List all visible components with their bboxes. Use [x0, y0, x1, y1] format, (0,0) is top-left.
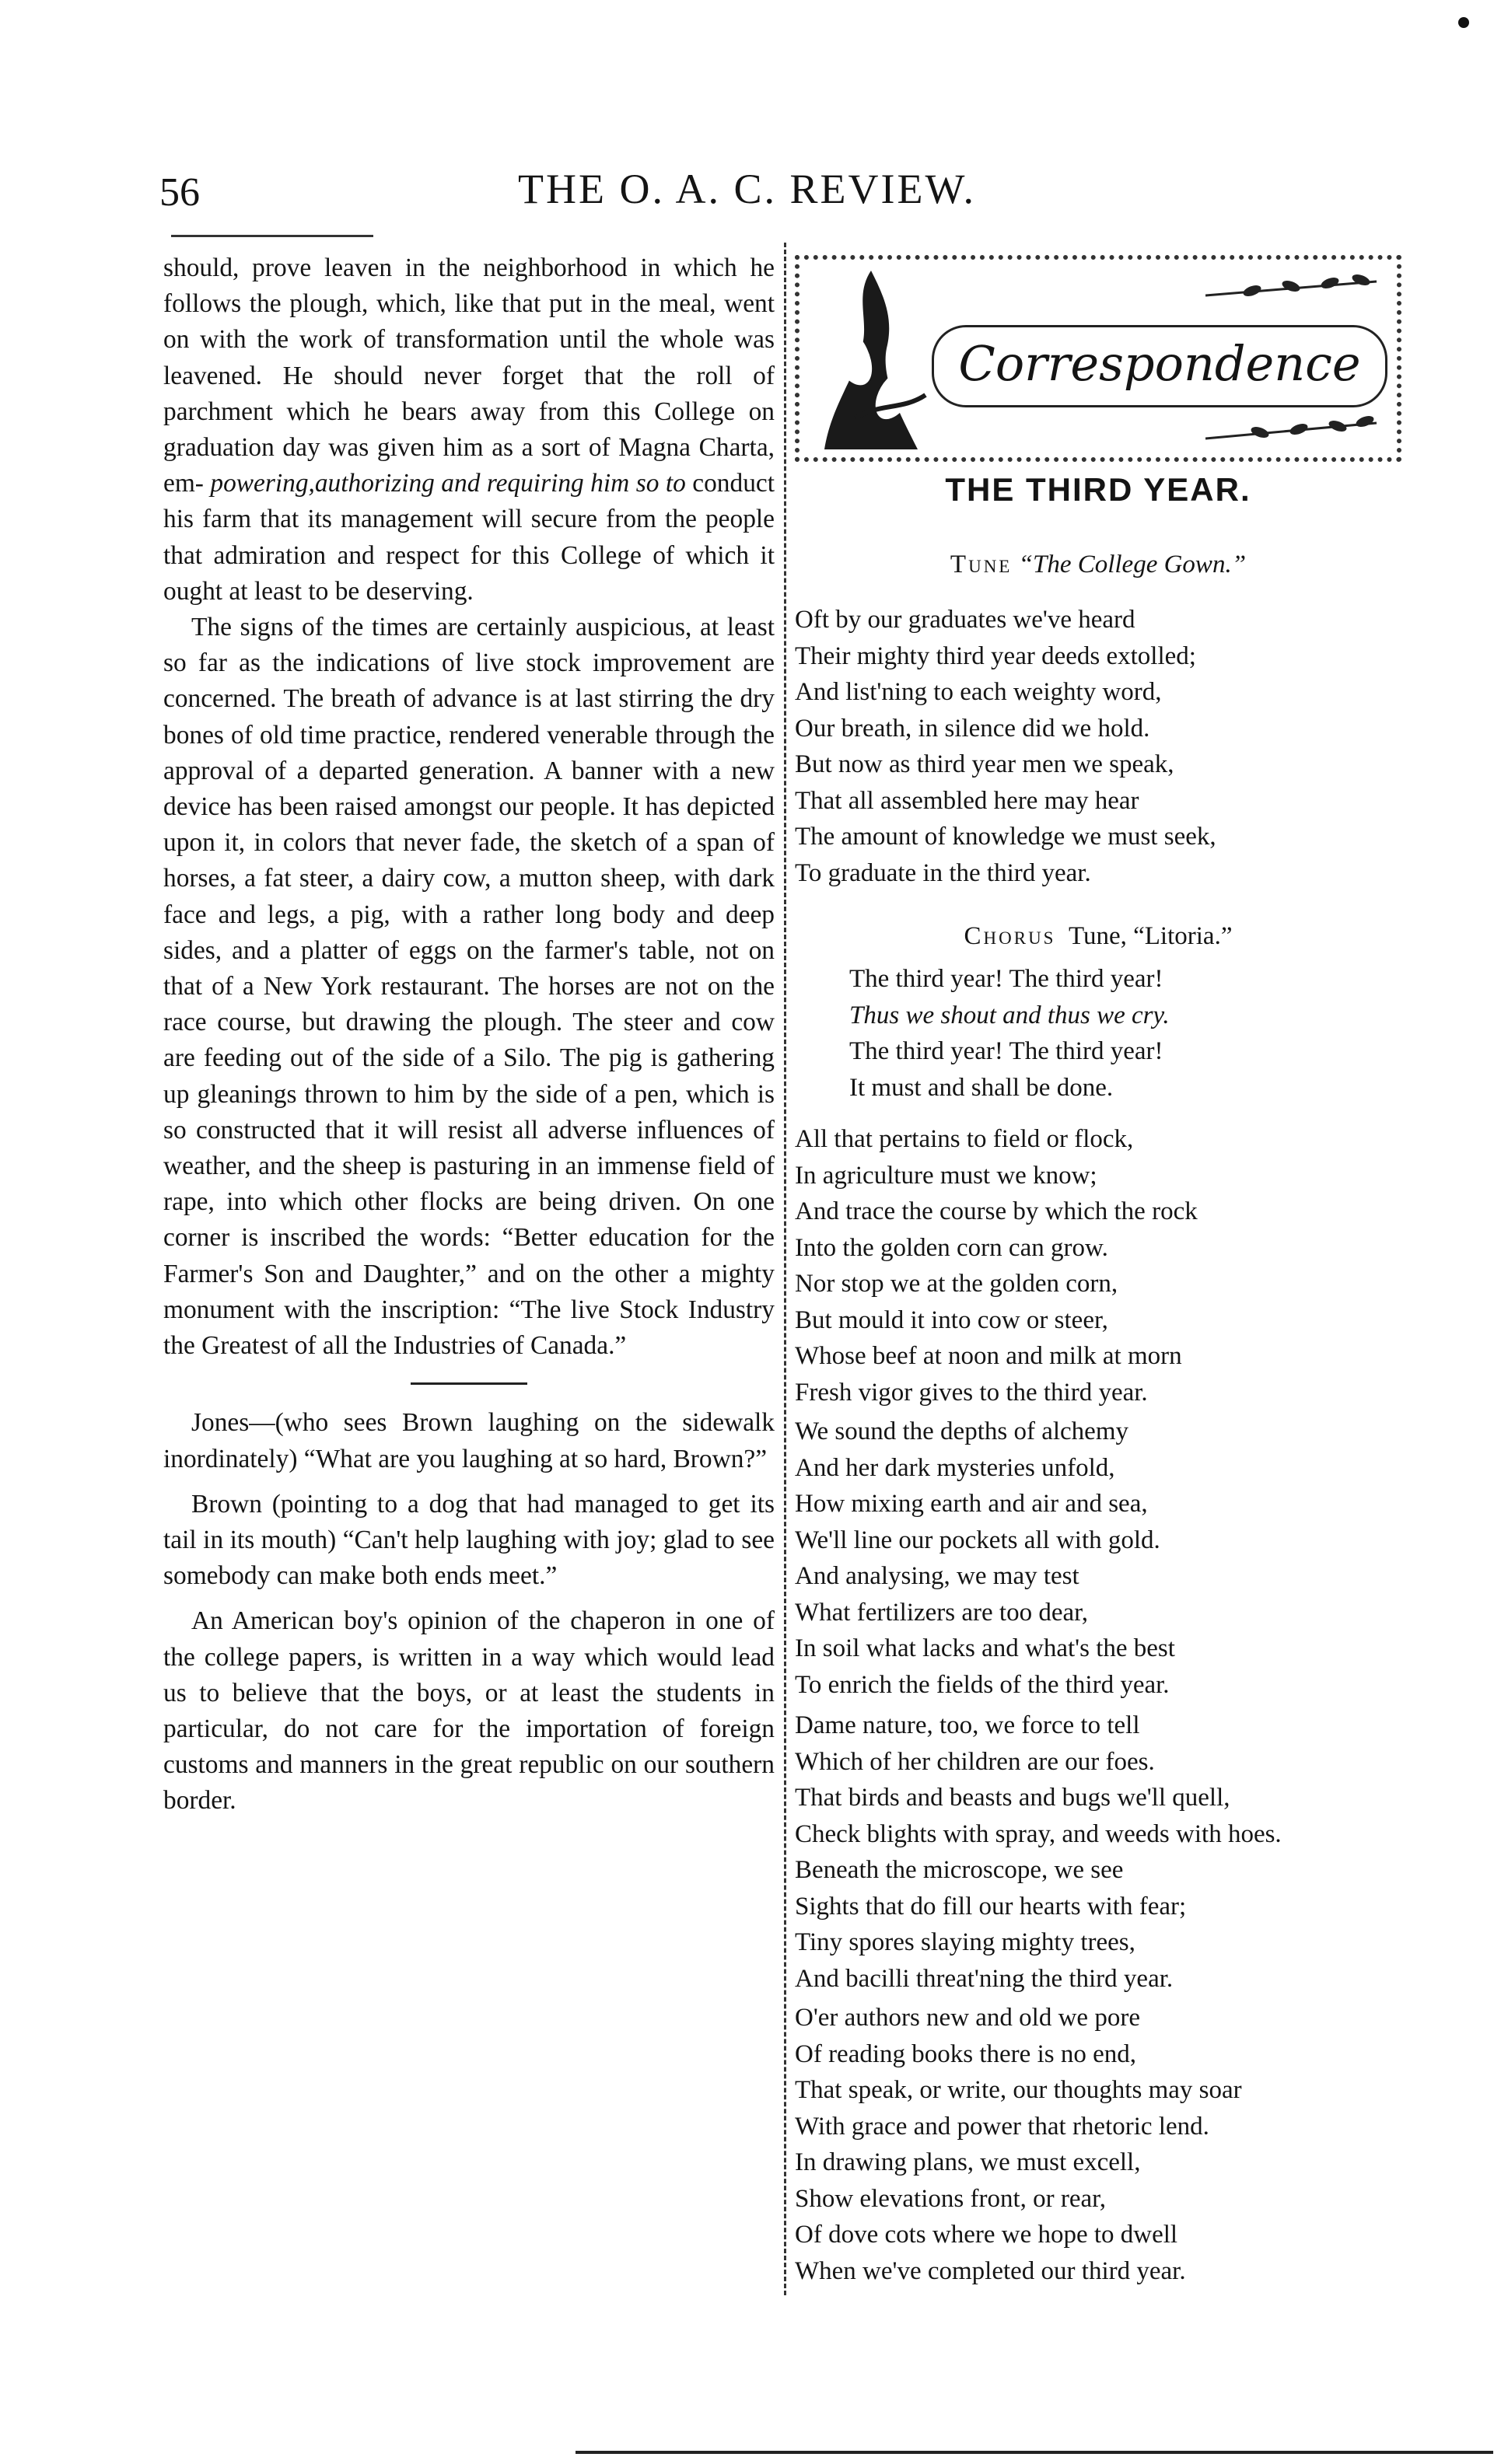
verse-line: Sights that do fill our hearts with fear;: [795, 1892, 1187, 1921]
verse-line: Our breath, in silence did we hold.: [795, 714, 1150, 743]
chorus-tune: Tune, “Litoria.”: [1068, 922, 1233, 950]
verse-line: How mixing earth and air and sea,: [795, 1490, 1148, 1518]
verse-line: Beneath the microscope, we see: [795, 1856, 1124, 1884]
verse-line: Tiny spores slaying mighty trees,: [795, 1928, 1135, 1956]
tune-label: Tune: [950, 550, 1013, 578]
verse-line: And trace the course by which the rock: [795, 1197, 1198, 1225]
verse-line: In soil what lacks and what's the best: [795, 1634, 1175, 1662]
verse-line: To graduate in the third year.: [795, 858, 1091, 887]
paragraph-1-end: conduct his farm that its management will secure from the people that admiration and respect for this College of which it ought at least to be deserving.: [163, 469, 775, 606]
chorus-line: The third year! The third year!: [849, 1037, 1163, 1065]
stanza-5: [795, 2000, 1242, 2289]
verse-line: Oft by our graduates we've heard: [795, 606, 1135, 634]
paragraph-2: The signs of the times are certainly auspicious, at least so far as the indications of live stock improvement are concerned. The breath of advance is at last stirring the dry bones of old time practice, rendered venerable through the approval of a departed generation. A banner with a new device has been raised amongst our people. It has depicted upon it, in colors that never fade, the sketch of a span of horses, a fat steer, a dairy cow, a mutton sheep, with dark face and legs, a pig, with a rather long body and deep sides, and a platter of eggs on the farmer's table, not on that of a New York restaurant. The horses are not on the race course, but drawing the plough. The steer and cow are feeding out of the side of a Silo. The pig is gathering up gleanings thrown to him by the side of a pen, which is so constructed that it will resist all adverse influences of weather, and the sheep is pasturing in an immense field of rape, into which other flocks are being driven. On one corner is inscribed the words: “Better education for the Farmer's Son and Daughter,” and on the other a mighty monument with the inscription: “The live Stock Industry the Greatest of all the Industries of Canada.”: [163, 613, 775, 1361]
page-number: 56: [159, 170, 200, 215]
page-title: THE O. A. C. REVIEW.: [518, 166, 976, 212]
verse-line: Show elevations front, or rear,: [795, 2184, 1107, 2213]
chorus-tune-line: [795, 922, 1401, 951]
verse-line: And analysing, we may test: [795, 1562, 1079, 1590]
poem-title: THE THIRD YEAR.: [945, 471, 1251, 508]
paragraph-4: Brown (pointing to a dog that had managed to get its tail in its mouth) “Can't help laughing with joy; glad to see somebody can make both ends meet.”: [163, 1489, 775, 1591]
tune-line: [795, 550, 1401, 579]
verse-line: Nor stop we at the golden corn,: [795, 1270, 1118, 1298]
verse-line: The amount of knowledge we must seek,: [795, 823, 1216, 851]
verse-line: Check blights with spray, and weeds with hoes.: [795, 1819, 1282, 1848]
verse-line: Into the golden corn can grow.: [795, 1233, 1108, 1262]
verse-line: All that pertains to field or flock,: [795, 1125, 1134, 1153]
verse-line: Which of her children are our foes.: [795, 1747, 1155, 1776]
chorus-line: Thus we shout and thus we cry.: [849, 1001, 1170, 1029]
paragraph-1-italic: powering,authorizing and requiring him so to: [210, 469, 686, 498]
bottom-rule: [576, 2451, 1493, 2454]
chorus-line: The third year! The third year!: [849, 965, 1163, 993]
ornament-plant-icon: [809, 263, 933, 454]
verse-line: Their mighty third year deeds extolled;: [795, 641, 1196, 670]
verse-line: That birds and beasts and bugs we'll quell,: [795, 1784, 1230, 1812]
verse-line: To enrich the fields of the third year.: [795, 1670, 1170, 1699]
verse-line: Dame nature, too, we force to tell: [795, 1711, 1140, 1739]
verse-line: Fresh vigor gives to the third year.: [795, 1378, 1148, 1407]
paragraph-1: [163, 250, 775, 610]
chorus-line: It must and shall be done.: [849, 1073, 1114, 1102]
left-column: [163, 250, 775, 1819]
chorus-label: Chorus: [964, 922, 1056, 950]
section-divider: [411, 1382, 527, 1385]
verse-line: And bacilli threat'ning the third year.: [795, 1964, 1174, 1993]
verse-line: And her dark mysteries unfold,: [795, 1453, 1115, 1482]
verse-line: What fertilizers are too dear,: [795, 1598, 1089, 1627]
stanza-2: [795, 1121, 1198, 1410]
verse-line: Whose beef at noon and milk at morn: [795, 1342, 1182, 1370]
column-divider: [784, 243, 786, 2295]
correspondence-title: Correspondence: [932, 325, 1387, 407]
verse-line: Of dove cots where we hope to dwell: [795, 2221, 1178, 2249]
verse-line: With grace and power that rhetoric lend.: [795, 2112, 1209, 2141]
verse-line: We'll line our pockets all with gold.: [795, 1526, 1160, 1554]
verse-line: We sound the depths of alchemy: [795, 1417, 1128, 1445]
verse-line: In drawing plans, we must excell,: [795, 2148, 1141, 2176]
stanza-1: [795, 602, 1216, 891]
verse-line: Of reading books there is no end,: [795, 2039, 1136, 2068]
ornament-branch-top-icon: [1205, 272, 1384, 308]
tune-name: “The College Gown.”: [1018, 550, 1247, 578]
paragraph-5: An American boy's opinion of the chaperon in one of the college papers, is written in a way which would lead us to believe that the boys, or at least the students in particular, do not care for the importation of foreign customs and manners in the great republic on our southern border.: [163, 1606, 775, 1816]
verse-line: That speak, or write, our thoughts may soar: [795, 2076, 1242, 2104]
corner-dot: [1458, 17, 1469, 28]
chorus: [849, 961, 1170, 1106]
header-rule: [171, 235, 373, 237]
paragraph-3: Jones—(who sees Brown laughing on the sidewalk inordinately) “What are you laughing at so hard, Brown?”: [163, 1408, 775, 1473]
verse-line: But mould it into cow or steer,: [795, 1305, 1108, 1334]
verse-line: When we've completed our third year.: [795, 2256, 1186, 2285]
verse-line: In agriculture must we know;: [795, 1161, 1097, 1190]
stanza-3: [795, 1414, 1175, 1703]
verse-line: O'er authors new and old we pore: [795, 2004, 1140, 2032]
verse-line: That all assembled here may hear: [795, 786, 1139, 815]
paragraph-1-text: should, prove leaven in the neighborhood in which he follows the plough, which, like that put in the meal, went on with the work of transformation until the whole was leavened. He should never forget that the roll of parchment which he bears away from this College on graduation day was given him as a sort of Magna Charta, em-: [163, 253, 775, 498]
stanza-4: [795, 1707, 1282, 1997]
verse-line: And list'ning to each weighty word,: [795, 678, 1162, 706]
ornament-branch-bottom-icon: [1205, 412, 1384, 448]
verse-line: But now as third year men we speak,: [795, 750, 1174, 778]
